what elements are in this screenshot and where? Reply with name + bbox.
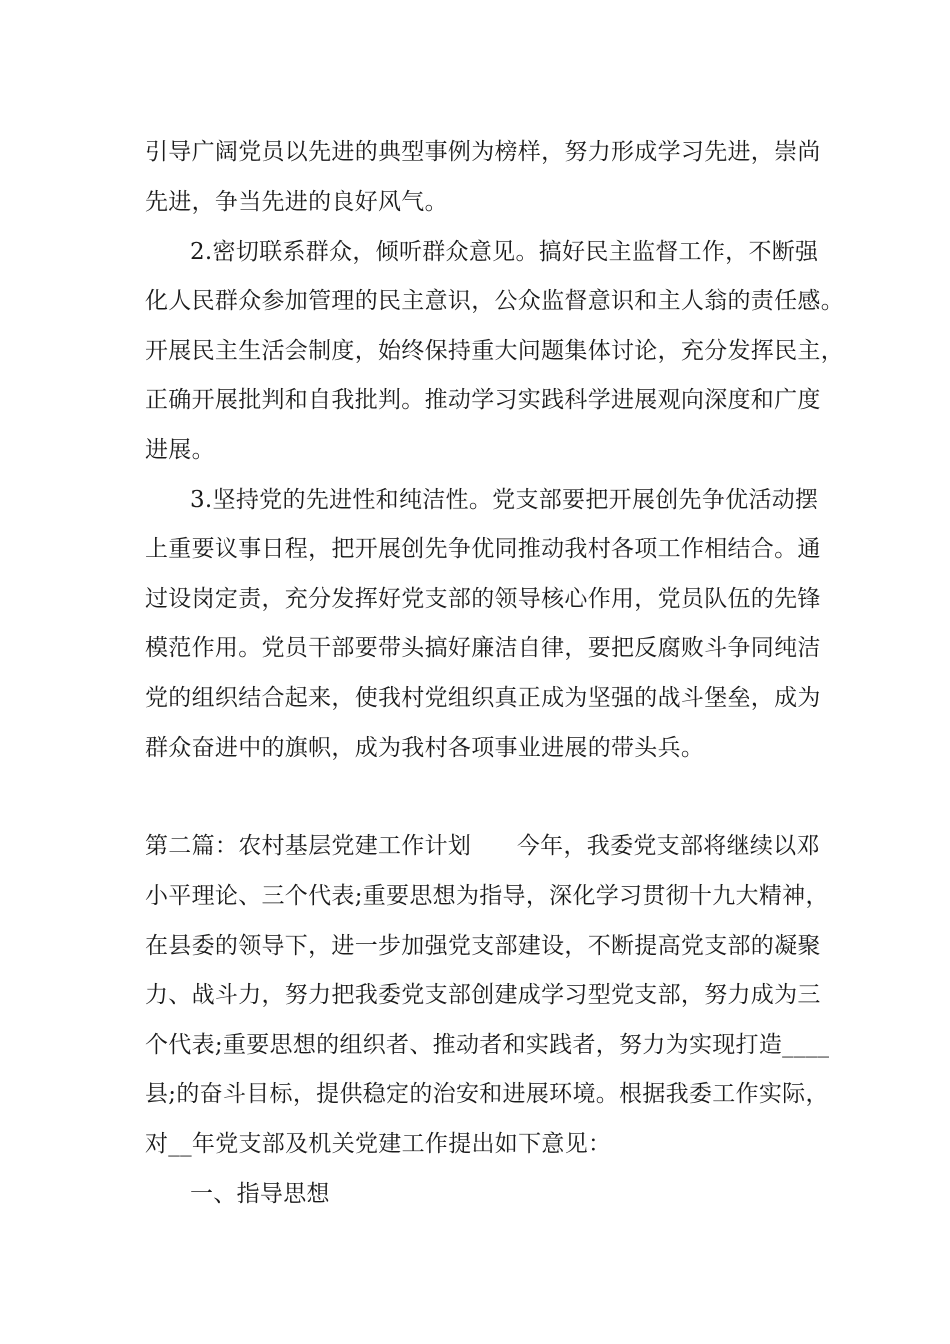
text-line: 进展。	[145, 437, 215, 463]
subsection-heading: 一、指导思想	[190, 1181, 330, 1207]
text-line: 化人民群众参加管理的民主意识，公众监督意识和主人翁的责任感。	[145, 288, 844, 314]
text-line: 过设岗定责，充分发挥好党支部的领导核心作用，党员队伍的先锋	[145, 586, 821, 612]
text-line: 上重要议事日程，把开展创先争优同推动我村各项工作相结合。通	[145, 536, 821, 562]
text-line: 正确开展批判和自我批判。推动学习实践科学进展观向深度和广度	[145, 387, 821, 413]
text-line: 群众奋进中的旗帜，成为我村各项事业进展的带头兵。	[145, 735, 705, 761]
paragraph-2-start: 2.密切联系群众，倾听群众意见。搞好民主监督工作，不断强	[190, 239, 819, 265]
text-line: 模范作用。党员干部要带头搞好廉洁自律，要把反腐败斗争同纯洁	[145, 635, 821, 661]
text-line: 在县委的领导下，进一步加强党支部建设，不断提高党支部的凝聚	[145, 933, 821, 959]
section-heading-line: 第二篇：农村基层党建工作计划 今年，我委党支部将继续以邓	[145, 833, 820, 859]
text-line: 个代表;重要思想的组织者、推动者和实践者，努力为实现打造____	[145, 1032, 830, 1058]
text-line: 小平理论、三个代表;重要思想为指导，深化学习贯彻十九大精神，	[145, 883, 829, 909]
text-line: 党的组织结合起来，使我村党组织真正成为坚强的战斗堡垒，成为	[145, 685, 821, 711]
text-line: 开展民主生活会制度，始终保持重大问题集体讨论，充分发挥民主，	[145, 338, 844, 364]
text-line: 县;的奋斗目标，提供稳定的治安和进展环境。根据我委工作实际，	[145, 1081, 829, 1107]
paragraph-3-start: 3.坚持党的先进性和纯洁性。党支部要把开展创先争优活动摆	[190, 487, 819, 513]
text-line: 引导广阔党员以先进的典型事例为榜样，努力形成学习先进，崇尚	[145, 139, 821, 165]
text-line: 对__年党支部及机关党建工作提出如下意见：	[145, 1131, 612, 1157]
text-line: 先进，争当先进的良好风气。	[145, 189, 448, 215]
text-line: 力、战斗力，努力把我委党支部创建成学习型党支部，努力成为三	[145, 982, 821, 1008]
